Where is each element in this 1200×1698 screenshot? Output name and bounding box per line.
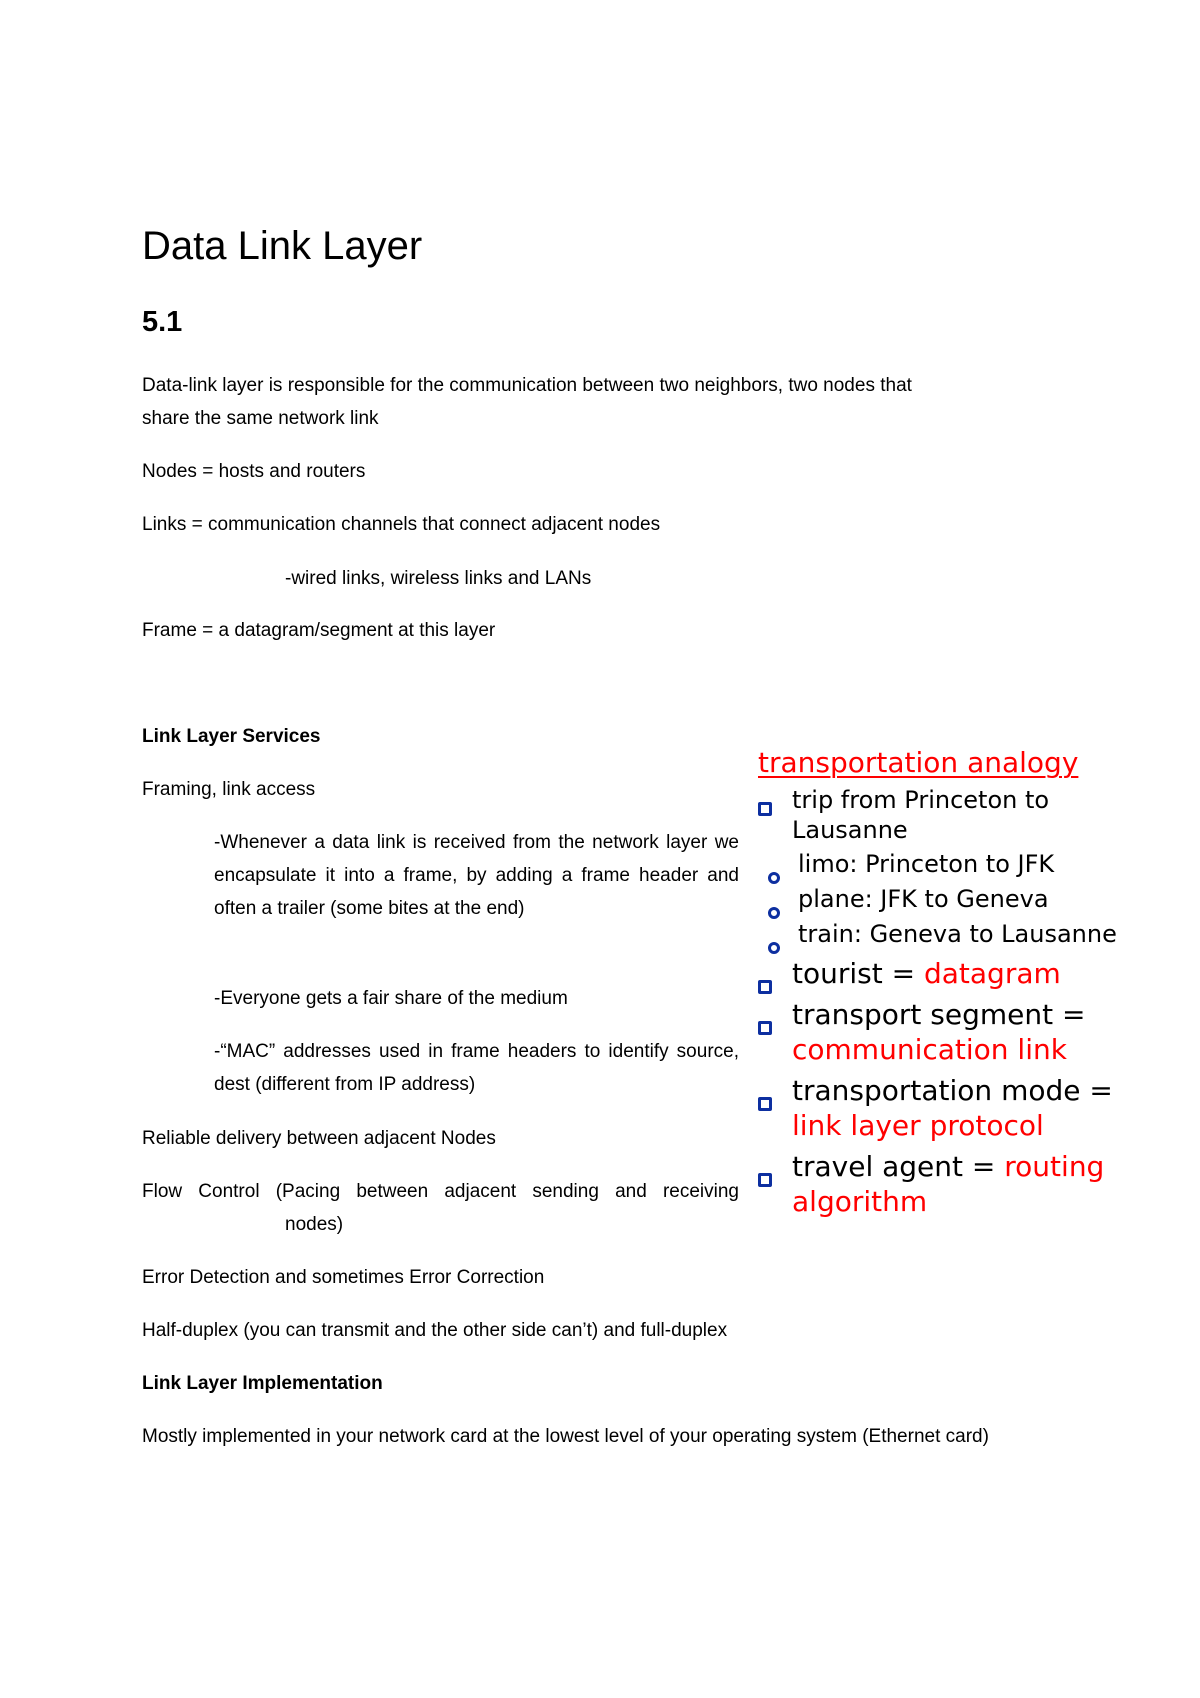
page-title: Data Link Layer [142,224,423,268]
leg-text-3: train: Geneva to Lausanne [798,920,1117,948]
analogy-item-agent [758,1149,1168,1219]
segment-value: communication link [792,1033,1067,1066]
analogy-item-tourist [758,956,1168,991]
analogy-title: transportation analogy [758,746,1079,779]
frame-definition: Frame = a datagram/segment at this layer [142,620,496,641]
leg-text-1: limo: Princeton to JFK [798,850,1055,878]
tourist-value: datagram [923,957,1061,990]
reliable-delivery-item: Reliable delivery between adjacent Nodes [142,1128,496,1149]
agent-label: travel agent = [792,1150,1005,1183]
links-definition: Links = communication channels that connect adjacent nodes [142,514,661,535]
analogy-leg-3 [758,917,1168,952]
duplex-item: Half-duplex (you can transmit and the other side can’t) and full-duplex [142,1320,728,1341]
links-subitem: -wired links, wireless links and LANs [285,568,592,589]
implementation-text: Mostly implemented in your network card at the lowest level of your operating system (Ethernet card) [142,1426,989,1447]
mac-detail: -“MAC” addresses used in frame headers to identify source, dest (different from IP address) [214,1041,739,1095]
nodes-definition: Nodes = hosts and routers [142,461,366,482]
implementation-heading: Link Layer Implementation [142,1373,383,1394]
error-detection-item: Error Detection and sometimes Error Correction [142,1267,545,1288]
intro-line-2: share the same network link [142,408,379,429]
leg-text-2: plane: JFK to Geneva [798,885,1049,913]
transportation-analogy-figure [758,745,1168,1219]
tourist-label: tourist = [792,957,924,990]
agent-value-2: algorithm [792,1185,928,1218]
framing-item: Framing, link access [142,779,316,800]
intro-line-1: Data-link layer is responsible for the communication between two neighbors, two nodes that [142,375,912,396]
square-bullet-icon [758,793,772,823]
fair-share-item: -Everyone gets a fair share of the medium [214,988,568,1009]
mode-value: link layer protocol [792,1109,1044,1142]
agent-value-1: routing [1004,1150,1105,1183]
services-heading: Link Layer Services [142,726,321,747]
flow-control-line-2: nodes) [285,1214,344,1235]
analogy-item-mode [758,1073,1168,1143]
analogy-item-segment [758,997,1168,1067]
analogy-leg-1 [758,847,1168,882]
mode-label: transportation mode = [792,1074,1113,1107]
section-number: 5.1 [142,306,183,338]
square-bullet-icon [758,1160,772,1195]
framing-detail: -Whenever a data link is received from the network layer we encapsulate it into a frame, by adding a frame header and often a trailer (some bites at the end) [214,832,739,919]
trip-text: trip from Princeton to Lausanne [792,786,1050,844]
analogy-leg-2 [758,882,1168,917]
flow-control-line-1: Flow Control (Pacing between adjacent sending and receiving [142,1181,739,1202]
segment-label: transport segment = [792,998,1086,1031]
analogy-item-trip [758,785,1168,845]
square-bullet-icon [758,1008,772,1043]
square-bullet-icon [758,1084,772,1119]
